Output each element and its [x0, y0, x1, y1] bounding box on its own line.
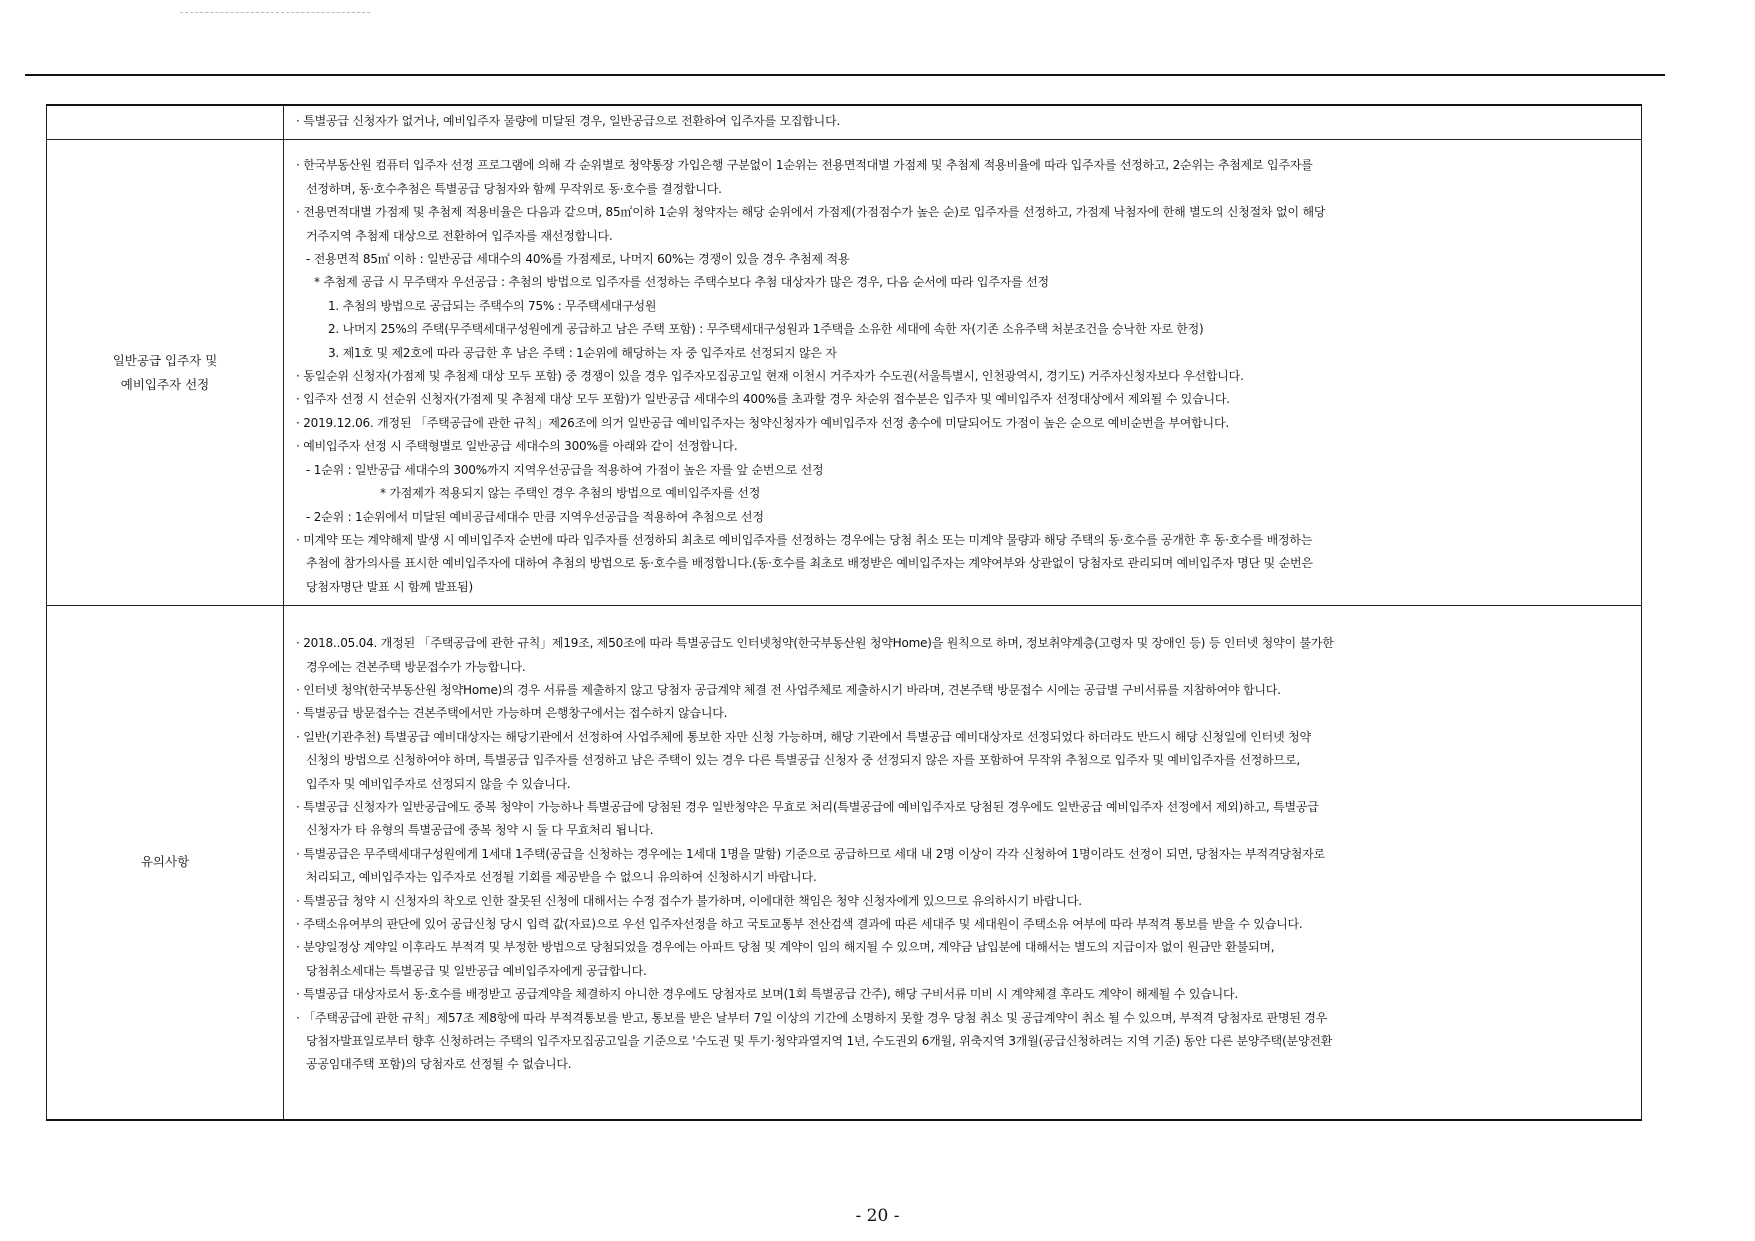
text-line: · 2018..05.04. 개정된 「주택공급에 관한 규칙」제19조, 제50조에 따라 특별공급도 인터넷청약(한국부동산원 청약Home)을 원칙으로 하며, 정보취약계층(고령자 및 장애인 등) 등 인터넷 청약이 불가한 [296, 636, 1334, 651]
row-label-line: 유의사항 [140, 854, 190, 870]
notice-table [46, 104, 1642, 1121]
page-number: - 20 - [855, 1206, 900, 1226]
text-line: · 동일순위 신청자(가점제 및 추첨제 대상 모두 포함) 중 경쟁이 있을 경우 입주자모집공고일 현재 이천시 거주자가 수도권(서울특별시, 인천광역시, 경기도) 거주자신청자보다 우선합니다. [296, 369, 1244, 384]
row-label-notes [47, 606, 284, 1120]
text-line: 신청의 방법으로 신청하여야 하며, 특별공급 입주자를 선정하고 남은 주택이 있는 경우 다른 특별공급 신청자 중 선정되지 않은 자를 포함하여 무작위 추첨으로 입주자 및 예비입주자를 선정하므로, [306, 753, 1300, 768]
text-line: - 2순위 : 1순위에서 미달된 예비공급세대수 만큼 지역우선공급을 적용하여 추첨으로 선정 [306, 509, 764, 524]
text-line: 거주지역 추첨제 대상으로 전환하여 입주자를 재선정합니다. [306, 228, 613, 243]
text-line: 3. 제1호 및 제2호에 따라 공급한 후 남은 주택 : 1순위에 해당하는 자 중 입주자로 선정되지 않은 자 [328, 345, 837, 360]
text-line: · 특별공급 청약 시 신청자의 착오로 인한 잘못된 신청에 대해서는 수정 접수가 불가하며, 이에대한 책임은 청약 신청자에게 있으므로 유의하시기 바랍니다. [296, 893, 1082, 908]
row-content [284, 140, 1642, 606]
text-line: 당첨자명단 발표 시 함께 발표됨) [306, 579, 474, 594]
text-line: 선정하며, 동·호수추첨은 특별공급 당첨자와 함께 무작위로 동·호수를 결정합니다. [306, 181, 722, 196]
text-line: · 특별공급 대상자로서 동·호수를 배정받고 공급계약을 체결하지 아니한 경우에도 당첨자로 보며(1회 특별공급 간주), 해당 구비서류 미비 시 계약체결 후라도 계약이 해제될 수 있습니다. [296, 987, 1238, 1002]
text-line: · 2019.12.06. 개정된 「주택공급에 관한 규칙」제26조에 의거 일반공급 예비입주자는 청약신청자가 예비입주자 선정 총수에 미달되어도 가점이 높은 순으로 예비순번을 부여합니다. [296, 415, 1229, 430]
row-content [284, 105, 1642, 140]
row-label-line: 일반공급 입주자 및 [112, 352, 218, 368]
text-line: - 전용면적 85㎡ 이하 : 일반공급 세대수의 40%를 가점제로, 나머지 60%는 경쟁이 있을 경우 추첨제 적용 [306, 252, 850, 267]
text-line: · 일반(기관추천) 특별공급 예비대상자는 해당기관에서 선정하여 사업주체에 통보한 자만 신청 가능하며, 해당 기관에서 특별공급 예비대상자로 선정되었다 하더라도 반드시 해당 신청일에 인터넷 청약 [296, 729, 1311, 744]
row-label-general-supply [47, 140, 284, 606]
text-line: · 주택소유여부의 판단에 있어 공급신청 당시 입력 값(자료)으로 우선 입주자선정을 하고 국토교통부 전산검색 결과에 따른 세대주 및 세대원이 주택소유 여부에 따라 부적격 통보를 받을 수 있습니다. [296, 917, 1303, 931]
row-label-empty [47, 105, 284, 140]
table-row [47, 606, 1642, 1120]
row-content [284, 606, 1642, 1120]
text-line: - 1순위 : 일반공급 세대수의 300%까지 지역우선공급을 적용하여 가점이 높은 자를 앞 순번으로 선정 [306, 462, 824, 477]
header-faint-mark [180, 12, 370, 14]
text-line: 당첨취소세대는 특별공급 및 일반공급 예비입주자에게 공급합니다. [306, 963, 647, 978]
text-line: · 특별공급 신청자가 없거나, 예비입주자 물량에 미달된 경우, 일반공급으로 전환하여 입주자를 모집합니다. [296, 114, 841, 128]
text-line: 입주자 및 예비입주자로 선정되지 않을 수 있습니다. [306, 776, 571, 791]
text-line: · 특별공급은 무주택세대구성원에게 1세대 1주택(공급을 신청하는 경우에는 1세대 1명을 말함) 기준으로 공급하므로 세대 내 2명 이상이 각각 신청하여 1명이라도 선정이 되면, 당첨자는 부적격당첨자로 [296, 846, 1325, 861]
text-line: · 분양일정상 계약일 이후라도 부적격 및 부정한 방법으로 당첨되었을 경우에는 아파트 당첨 및 계약이 임의 해지될 수 있으며, 계약금 납입분에 대해서는 별도의 지급이자 없이 원금만 환불되며, [296, 940, 1275, 955]
text-line: · 예비입주자 선정 시 주택형별로 일반공급 세대수의 300%를 아래와 같이 선정합니다. [296, 439, 738, 454]
header-rule [25, 74, 1665, 76]
text-line: * 추첨제 공급 시 무주택자 우선공급 : 추첨의 방법으로 입주자를 선정하는 주택수보다 추첨 대상자가 많은 경우, 다음 순서에 따라 입주자를 선정 [314, 275, 1049, 290]
text-line: · 특별공급 방문접수는 견본주택에서만 가능하며 은행창구에서는 접수하지 않습니다. [296, 706, 728, 721]
text-line: · 미계약 또는 계약해제 발생 시 예비입주자 순번에 따라 입주자를 선정하되 최초로 예비입주자를 선정하는 경우에는 당첨 취소 또는 미계약 물량과 해당 주택의 동·호수를 공개한 후 동·호수를 배정하는 [296, 532, 1313, 547]
text-line: · 인터넷 청약(한국부동산원 청약Home)의 경우 서류를 제출하지 않고 당첨자 공급계약 체결 전 사업주체로 제출하시기 바라며, 견본주택 방문접수 시에는 공급별 구비서류를 지참하여야 합니다. [296, 682, 1281, 697]
text-line: 추첨에 참가의사를 표시한 예비입주자에 대하여 추첨의 방법으로 동·호수를 배정합니다.(동·호수를 최초로 배정받은 예비입주자는 계약여부와 상관없이 당첨자로 관리되며 예비입주자 명단 및 순번은 [306, 556, 1313, 571]
text-line: * 가점제가 적용되지 않는 주택인 경우 추첨의 방법으로 예비입주자를 선정 [380, 486, 761, 501]
table-row [47, 140, 1642, 606]
text-line: 1. 추첨의 방법으로 공급되는 주택수의 75% : 무주택세대구성원 [328, 298, 657, 313]
text-line: 경우에는 견본주택 방문접수가 가능합니다. [306, 659, 526, 674]
text-line: 처리되고, 예비입주자는 입주자로 선정될 기회를 제공받을 수 없으니 유의하여 신청하시기 바랍니다. [306, 870, 817, 885]
text-line: 당첨자발표일로부터 향후 신청하려는 주택의 입주자모집공고일을 기준으로 '수도권 및 투기·청약과열지역 1년, 수도권외 6개월, 위축지역 3개월(공급신청하려는 지역 기준) 동안 다른 분양주택(분양전환 [306, 1034, 1333, 1049]
text-line: 공공임대주택 포함)의 당첨자로 선정될 수 없습니다. [306, 1057, 572, 1072]
text-line: · 「주택공급에 관한 규칙」제57조 제8항에 따라 부적격통보를 받고, 통보를 받은 날부터 7일 이상의 기간에 소명하지 못할 경우 당첨 취소 및 공급계약이 취소 될 수 있으며, 부적격 당첨자로 판명된 경우 [296, 1010, 1328, 1025]
text-line: 2. 나머지 25%의 주택(무주택세대구성원에게 공급하고 남은 주택 포함) : 무주택세대구성원과 1주택을 소유한 세대에 속한 자(기존 소유주택 처분조건을 승낙한 자로 한정) [328, 322, 1204, 337]
text-line: · 입주자 선정 시 선순위 신청자(가점제 및 추첨제 대상 모두 포함)가 일반공급 세대수의 400%를 초과할 경우 차순위 접수분은 입주자 및 예비입주자 선정대상에서 제외될 수 있습니다. [296, 392, 1230, 407]
text-line: · 특별공급 신청자가 일반공급에도 중복 청약이 가능하나 특별공급에 당첨된 경우 일반청약은 무효로 처리(특별공급에 예비입주자로 당첨된 경우에도 일반공급 예비입주자 선정에서 제외)하고, 특별공급 [296, 799, 1319, 814]
text-line: · 전용면적대별 가점제 및 추첨제 적용비율은 다음과 같으며, 85㎡이하 1순위 청약자는 해당 순위에서 가점제(가점점수가 높은 순)로 입주자를 선정하고, 가점제 낙첨자에 한해 별도의 신청절차 없이 해당 [296, 205, 1326, 220]
text-line: · 한국부동산원 컴퓨터 입주자 선정 프로그램에 의해 각 순위별로 청약통장 가입은행 구분없이 1순위는 전용면적대별 가점제 및 추첨제 적용비율에 따라 입주자를 선정하고, 2순위는 추첨제로 입주자를 [296, 158, 1313, 173]
text-line: 신청자가 타 유형의 특별공급에 중복 청약 시 둘 다 무효처리 됩니다. [306, 823, 654, 838]
row-label-line: 예비입주자 선정 [120, 376, 210, 392]
table-row [47, 105, 1642, 140]
